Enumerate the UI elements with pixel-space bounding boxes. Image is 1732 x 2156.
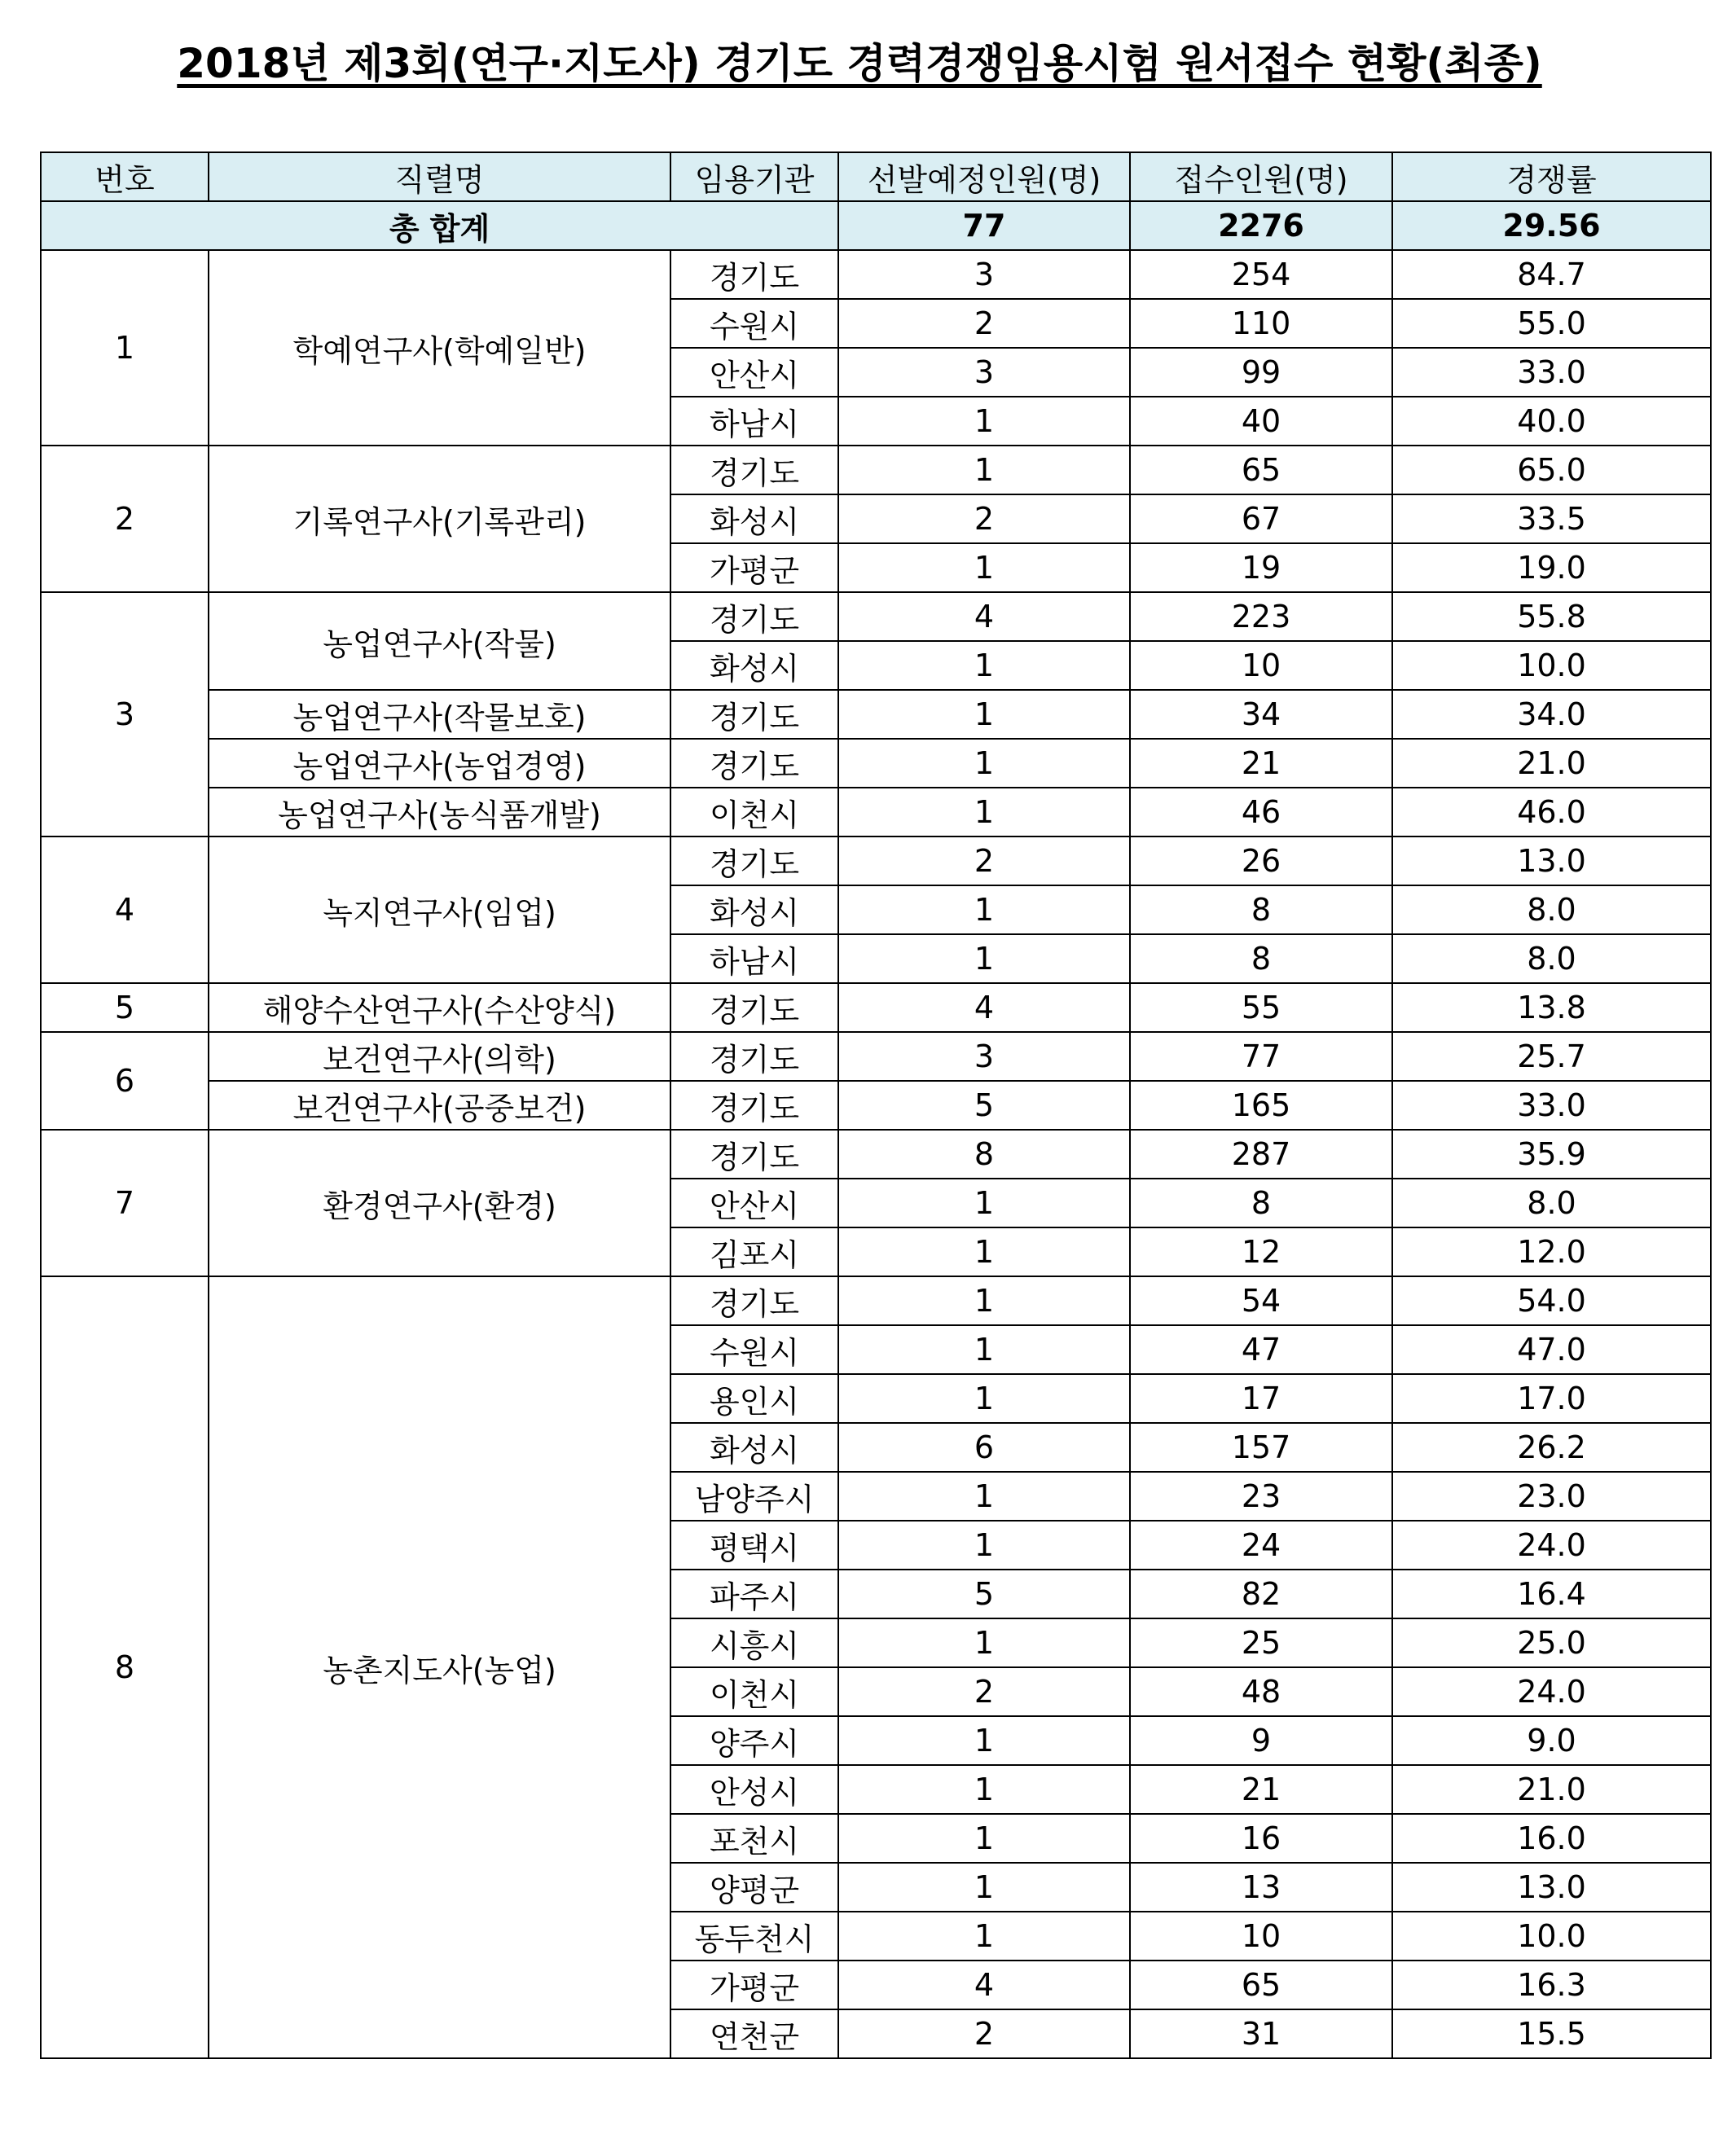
ratio-cell: 33.0 [1392, 1081, 1711, 1130]
applicants-cell: 110 [1130, 299, 1392, 348]
planned-cell: 1 [838, 1814, 1130, 1863]
header-ratio: 경쟁률 [1392, 152, 1711, 201]
planned-cell: 1 [838, 397, 1130, 446]
header-agency: 임용기관 [670, 152, 838, 201]
ratio-cell: 10.0 [1392, 1912, 1711, 1961]
agency-cell: 화성시 [670, 641, 838, 690]
planned-cell: 1 [838, 1765, 1130, 1814]
group-number: 8 [41, 1276, 209, 2058]
applicants-cell: 31 [1130, 2009, 1392, 2058]
planned-cell: 6 [838, 1423, 1130, 1472]
agency-cell: 가평군 [670, 543, 838, 592]
table-row [41, 250, 1711, 299]
series-name: 농업연구사(농식품개발) [209, 788, 670, 836]
total-applicants: 2276 [1130, 201, 1392, 250]
group-number: 5 [41, 983, 209, 1032]
table-row [41, 739, 1711, 788]
series-name: 보건연구사(의학) [209, 1032, 670, 1081]
table-row [41, 1130, 1711, 1179]
group-number: 2 [41, 446, 209, 592]
series-name: 농업연구사(농업경영) [209, 739, 670, 788]
planned-cell: 3 [838, 348, 1130, 397]
ratio-cell: 23.0 [1392, 1472, 1711, 1521]
agency-cell: 경기도 [670, 739, 838, 788]
series-name: 보건연구사(공중보건) [209, 1081, 670, 1130]
planned-cell: 1 [838, 1179, 1130, 1227]
planned-cell: 2 [838, 299, 1130, 348]
agency-cell: 경기도 [670, 1081, 838, 1130]
applicants-cell: 40 [1130, 397, 1392, 446]
agency-cell: 경기도 [670, 983, 838, 1032]
ratio-cell: 16.4 [1392, 1570, 1711, 1618]
ratio-cell: 19.0 [1392, 543, 1711, 592]
ratio-cell: 13.0 [1392, 836, 1711, 885]
planned-cell: 3 [838, 1032, 1130, 1081]
applicants-cell: 54 [1130, 1276, 1392, 1325]
series-name: 농업연구사(작물보호) [209, 690, 670, 739]
planned-cell: 1 [838, 788, 1130, 836]
planned-cell: 4 [838, 1961, 1130, 2009]
applicants-cell: 82 [1130, 1570, 1392, 1618]
header-number: 번호 [41, 152, 209, 201]
agency-cell: 화성시 [670, 1423, 838, 1472]
agency-cell: 수원시 [670, 299, 838, 348]
applicants-cell: 47 [1130, 1325, 1392, 1374]
ratio-cell: 16.3 [1392, 1961, 1711, 2009]
series-name: 농업연구사(작물) [209, 592, 670, 690]
ratio-cell: 21.0 [1392, 739, 1711, 788]
planned-cell: 1 [838, 1276, 1130, 1325]
applicants-cell: 8 [1130, 1179, 1392, 1227]
agency-cell: 파주시 [670, 1570, 838, 1618]
ratio-cell: 46.0 [1392, 788, 1711, 836]
planned-cell: 5 [838, 1081, 1130, 1130]
applicants-cell: 9 [1130, 1716, 1392, 1765]
applicants-cell: 34 [1130, 690, 1392, 739]
agency-cell: 경기도 [670, 1276, 838, 1325]
agency-cell: 연천군 [670, 2009, 838, 2058]
group-number: 3 [41, 592, 209, 836]
ratio-cell: 33.0 [1392, 348, 1711, 397]
ratio-cell: 16.0 [1392, 1814, 1711, 1863]
applicants-cell: 254 [1130, 250, 1392, 299]
applicants-cell: 8 [1130, 934, 1392, 983]
agency-cell: 안산시 [670, 1179, 838, 1227]
agency-cell: 김포시 [670, 1227, 838, 1276]
applicants-cell: 165 [1130, 1081, 1392, 1130]
agency-cell: 안성시 [670, 1765, 838, 1814]
series-name: 학예연구사(학예일반) [209, 250, 670, 446]
ratio-cell: 26.2 [1392, 1423, 1711, 1472]
total-label: 총 합계 [41, 201, 838, 250]
agency-cell: 경기도 [670, 250, 838, 299]
ratio-cell: 84.7 [1392, 250, 1711, 299]
agency-cell: 경기도 [670, 1032, 838, 1081]
planned-cell: 1 [838, 543, 1130, 592]
applicants-cell: 8 [1130, 885, 1392, 934]
applicants-cell: 55 [1130, 983, 1392, 1032]
agency-cell: 가평군 [670, 1961, 838, 2009]
planned-cell: 1 [838, 1716, 1130, 1765]
header-applicants: 접수인원(명) [1130, 152, 1392, 201]
agency-cell: 경기도 [670, 592, 838, 641]
agency-cell: 화성시 [670, 885, 838, 934]
agency-cell: 하남시 [670, 397, 838, 446]
agency-cell: 시흥시 [670, 1618, 838, 1667]
agency-cell: 하남시 [670, 934, 838, 983]
agency-cell: 동두천시 [670, 1912, 838, 1961]
planned-cell: 1 [838, 885, 1130, 934]
group-number: 1 [41, 250, 209, 446]
applicants-cell: 65 [1130, 446, 1392, 494]
planned-cell: 1 [838, 446, 1130, 494]
applicants-cell: 17 [1130, 1374, 1392, 1423]
series-name: 농촌지도사(농업) [209, 1276, 670, 2058]
ratio-cell: 65.0 [1392, 446, 1711, 494]
ratio-cell: 24.0 [1392, 1667, 1711, 1716]
applicants-cell: 67 [1130, 494, 1392, 543]
table-row [41, 1081, 1711, 1130]
total-ratio: 29.56 [1392, 201, 1711, 250]
series-name: 녹지연구사(임업) [209, 836, 670, 983]
ratio-cell: 8.0 [1392, 1179, 1711, 1227]
ratio-cell: 13.8 [1392, 983, 1711, 1032]
planned-cell: 2 [838, 2009, 1130, 2058]
ratio-cell: 54.0 [1392, 1276, 1711, 1325]
planned-cell: 3 [838, 250, 1130, 299]
table-row [41, 788, 1711, 836]
agency-cell: 용인시 [670, 1374, 838, 1423]
agency-cell: 경기도 [670, 446, 838, 494]
agency-cell: 경기도 [670, 690, 838, 739]
header-series: 직렬명 [209, 152, 670, 201]
agency-cell: 경기도 [670, 836, 838, 885]
total-planned: 77 [838, 201, 1130, 250]
applicants-cell: 99 [1130, 348, 1392, 397]
applicant-status-table [40, 151, 1712, 2059]
table-row [41, 1032, 1711, 1081]
table-row [41, 1276, 1711, 1325]
ratio-cell: 8.0 [1392, 934, 1711, 983]
planned-cell: 2 [838, 836, 1130, 885]
ratio-cell: 55.8 [1392, 592, 1711, 641]
ratio-cell: 33.5 [1392, 494, 1711, 543]
header-planned: 선발예정인원(명) [838, 152, 1130, 201]
ratio-cell: 47.0 [1392, 1325, 1711, 1374]
group-number: 6 [41, 1032, 209, 1130]
ratio-cell: 25.0 [1392, 1618, 1711, 1667]
agency-cell: 화성시 [670, 494, 838, 543]
agency-cell: 남양주시 [670, 1472, 838, 1521]
applicants-cell: 21 [1130, 1765, 1392, 1814]
planned-cell: 1 [838, 1521, 1130, 1570]
planned-cell: 1 [838, 690, 1130, 739]
planned-cell: 1 [838, 1618, 1130, 1667]
applicants-cell: 16 [1130, 1814, 1392, 1863]
ratio-cell: 55.0 [1392, 299, 1711, 348]
planned-cell: 1 [838, 1374, 1130, 1423]
group-number: 4 [41, 836, 209, 983]
applicants-cell: 77 [1130, 1032, 1392, 1081]
agency-cell: 수원시 [670, 1325, 838, 1374]
page-title: 2018년 제3회(연구·지도사) 경기도 경력경쟁임용시험 원서접수 현황(최종) [177, 40, 1542, 87]
planned-cell: 4 [838, 983, 1130, 1032]
applicants-cell: 12 [1130, 1227, 1392, 1276]
ratio-cell: 15.5 [1392, 2009, 1711, 2058]
planned-cell: 5 [838, 1570, 1130, 1618]
ratio-cell: 9.0 [1392, 1716, 1711, 1765]
table-row [41, 983, 1711, 1032]
series-name: 환경연구사(환경) [209, 1130, 670, 1276]
group-number: 7 [41, 1130, 209, 1276]
series-name: 기록연구사(기록관리) [209, 446, 670, 592]
planned-cell: 1 [838, 1227, 1130, 1276]
agency-cell: 양평군 [670, 1863, 838, 1912]
table-row [41, 836, 1711, 885]
applicants-cell: 46 [1130, 788, 1392, 836]
planned-cell: 2 [838, 1667, 1130, 1716]
applicants-cell: 24 [1130, 1521, 1392, 1570]
agency-cell: 포천시 [670, 1814, 838, 1863]
planned-cell: 2 [838, 494, 1130, 543]
agency-cell: 이천시 [670, 788, 838, 836]
ratio-cell: 40.0 [1392, 397, 1711, 446]
planned-cell: 4 [838, 592, 1130, 641]
applicants-cell: 157 [1130, 1423, 1392, 1472]
applicants-cell: 23 [1130, 1472, 1392, 1521]
agency-cell: 양주시 [670, 1716, 838, 1765]
table-row [41, 446, 1711, 494]
planned-cell: 1 [838, 1912, 1130, 1961]
ratio-cell: 17.0 [1392, 1374, 1711, 1423]
planned-cell: 1 [838, 934, 1130, 983]
total-row [41, 201, 1711, 250]
applicants-cell: 223 [1130, 592, 1392, 641]
planned-cell: 1 [838, 1325, 1130, 1374]
table-row [41, 690, 1711, 739]
table-row [41, 592, 1711, 641]
ratio-cell: 12.0 [1392, 1227, 1711, 1276]
applicants-cell: 19 [1130, 543, 1392, 592]
ratio-cell: 24.0 [1392, 1521, 1711, 1570]
planned-cell: 8 [838, 1130, 1130, 1179]
agency-cell: 안산시 [670, 348, 838, 397]
header-row [41, 152, 1711, 201]
ratio-cell: 25.7 [1392, 1032, 1711, 1081]
planned-cell: 1 [838, 739, 1130, 788]
agency-cell: 평택시 [670, 1521, 838, 1570]
applicants-cell: 10 [1130, 1912, 1392, 1961]
applicants-cell: 21 [1130, 739, 1392, 788]
applicants-cell: 26 [1130, 836, 1392, 885]
applicants-cell: 13 [1130, 1863, 1392, 1912]
agency-cell: 이천시 [670, 1667, 838, 1716]
ratio-cell: 35.9 [1392, 1130, 1711, 1179]
planned-cell: 1 [838, 641, 1130, 690]
ratio-cell: 8.0 [1392, 885, 1711, 934]
ratio-cell: 21.0 [1392, 1765, 1711, 1814]
applicants-cell: 65 [1130, 1961, 1392, 2009]
ratio-cell: 13.0 [1392, 1863, 1711, 1912]
ratio-cell: 34.0 [1392, 690, 1711, 739]
applicants-cell: 10 [1130, 641, 1392, 690]
applicants-cell: 25 [1130, 1618, 1392, 1667]
ratio-cell: 10.0 [1392, 641, 1711, 690]
planned-cell: 1 [838, 1863, 1130, 1912]
applicants-cell: 48 [1130, 1667, 1392, 1716]
applicants-cell: 287 [1130, 1130, 1392, 1179]
series-name: 해양수산연구사(수산양식) [209, 983, 670, 1032]
planned-cell: 1 [838, 1472, 1130, 1521]
agency-cell: 경기도 [670, 1130, 838, 1179]
